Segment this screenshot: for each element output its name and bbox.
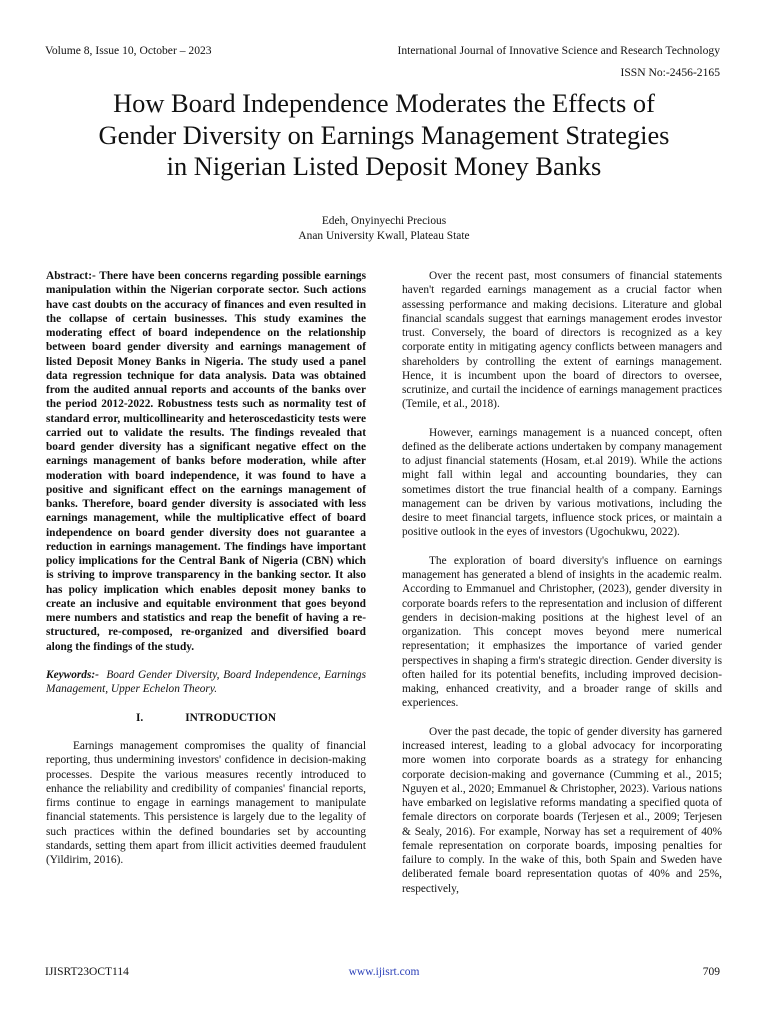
- running-header-volume: Volume 8, Issue 10, October – 2023: [45, 44, 212, 57]
- abstract-text: There have been concerns regarding possible earnings manipulation within the Nigerian corporate sector. Such actions have cast doubts on the accuracy of finances and even resulted in the collapse of certain businesses. This study examines the moderating effect of board independence on the relationship between board gender diversity and earnings management of listed Deposit Money Banks in Nigeria. The study used a panel data regression technique for data analysis. Data was obtained from the audited annual reports and accounts of the banks over the period 2012-2022. Robustness tests such as normality test of standard error, multicollinearity and heteroscedasticity tests were carried out to validate the results. The findings revealed that board gender diversity has a significant negative effect on the earnings management of banks before moderation, while after moderation with board independence, it was found to have a positive and significant effect on the earnings management of banks. Therefore, board gender diversity is associated with less earnings management, while the multiplicative effect of board independence on board gender diversity does not guarantee a reduction in earnings management. The findings have important policy implications for the Central Bank of Nigeria (CBN) which is striving to improve transparency in the banking sector. It also has policy implication which enables deposit money banks to create an inclusive and equitable environment that goes beyond mere numbers and statistics and reap the benefit of having a re-structured, re-composed, re-organized and diversified board along the findings of the study.: [46, 270, 366, 653]
- title-line: in Nigerian Listed Deposit Money Banks: [166, 151, 602, 181]
- keywords-label: Keywords:-: [46, 668, 99, 681]
- intro-paragraph: Earnings management compromises the quality of financial reporting, thus undermining investors' confidence in decision-making processes. Despite the various measures recently introduced to enhance the reliability and credibility of companies' financial reports, firms continue to engage in earnings management to manipulate financial statements. This persistence is largely due to the legality of such practices within the defined boundaries set by accounting standards, setting them apart from illicit activities deemed fraudulent (Yildirim, 2016).: [46, 740, 366, 867]
- section-number: I.: [135, 711, 144, 724]
- footer-website-link[interactable]: www.ijisrt.com: [348, 966, 420, 978]
- keywords: [46, 668, 366, 697]
- paper-title: [30, 88, 738, 183]
- author-affiliation: Anan University Kwall, Plateau State: [298, 230, 470, 242]
- footer-paper-id: IJISRT23OCT114: [45, 966, 129, 978]
- abstract-label: Abstract:-: [46, 270, 96, 282]
- body-paragraph: Over the past decade, the topic of gender diversity has garnered increased interest, leading to a global advocacy for incorporating more women into corporate boards as a strategy for enhancing corporate decision-making and governance (Cumming et al., 2015; Nguyen et al., 2020; Emmanuel & Christopher, 2023). Various nations have embarked on legislative reforms mandating a specified quota of female directors on corporate boards (Terjesen et al., 2009; Terjesen & Sealy, 2016). For example, Norway has set a requirement of 40% female representation on corporate boards, imposing penalties for failure to comply. In the wake of this, both Spain and Sweden have deliberated female board representation quotas of 40% and 25%, respectively,: [402, 725, 722, 895]
- section-title: INTRODUCTION: [185, 711, 277, 724]
- body-paragraph: The exploration of board diversity's influence on earnings management has generated a blend of insights in the academic realm. According to Emmanuel and Christopher, (2023), gender diversity in corporate boards refers to the representation and inclusion of different genders in decision-making positions at the highest level of an organization. This concept moves beyond mere numerical representation; it emphasizes the importance of varied gender perspectives in shaping a firm's strategic direction. Gender diversity is often hailed for its potential benefits, including improved decision-making, enhanced creativity, and a broader range of skills and experiences.: [402, 554, 722, 710]
- footer-page-number: 709: [702, 966, 720, 978]
- abstract: [46, 269, 366, 654]
- keywords-text: Board Gender Diversity, Board Independence, Earnings Management, Upper Echelon Theory.: [46, 668, 366, 696]
- issn-label: ISSN No:-2456-2165: [620, 66, 720, 79]
- body-paragraph: Over the recent past, most consumers of financial statements haven't regarded earnings management as a crucial factor when assessing performance and making decisions. Literature and global financial scandals suggest that earnings management erodes investor trust. Conversely, the board of directors is recognized as a key corporate entity in mitigating agency conflicts between managers and shareholders by controlling the extent of earnings management. Hence, it is incumbent upon the board of directors to oversee, scrutinize, and curtail the incidence of earnings management practices (Temile, et al., 2018).: [402, 270, 722, 411]
- title-line: Gender Diversity on Earnings Management Strategies: [98, 119, 670, 150]
- running-header-journal: International Journal of Innovative Science and Research Technology: [397, 44, 720, 57]
- author-name: Edeh, Onyinyechi Precious: [321, 215, 447, 227]
- section-heading: [46, 711, 366, 725]
- title-line: How Board Independence Moderates the Effects of: [113, 88, 655, 118]
- right-column: [402, 269, 722, 910]
- left-column: [46, 269, 366, 882]
- body-paragraph: However, earnings management is a nuanced concept, often defined as the deliberate actions undertaken by company management to adjust financial statements (Hosam, et.al 2019). While the actions might fall within legal and accounting boundaries, they can sometimes distort the true financial health of a company. Earnings management can be driven by various motivations, including the desire to meet financial targets, influence stock prices, or maintain a positive outlook in the eyes of investors (Ugochukwu, 2022).: [402, 426, 722, 539]
